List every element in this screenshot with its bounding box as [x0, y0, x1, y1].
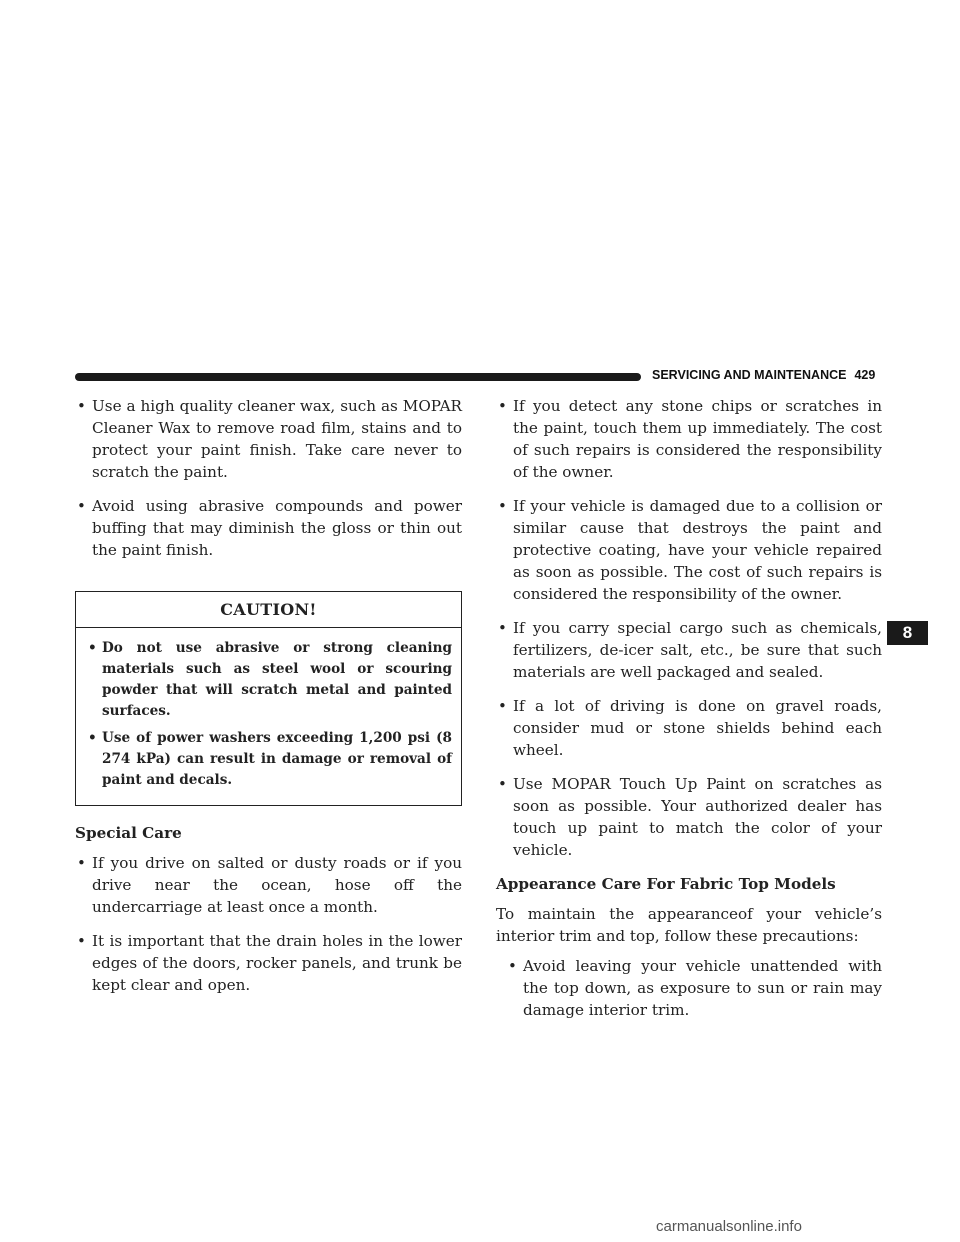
chapter-tab: 8: [887, 621, 928, 645]
section-title: SERVICING AND MAINTENANCE: [652, 368, 847, 382]
caution-item: • Do not use abrasive or strong cleaning materials such as steel wool or scouring powder that will scratch metal and painted surfaces.: [88, 640, 452, 719]
bullet-icon: •: [498, 397, 507, 415]
list-item: • It is important that the drain holes in the lower edges of the doors, rocker panels, and trunk be kept clear and open.: [77, 932, 462, 994]
caution-item: • Use of power washers exceeding 1,200 psi (8 274 kPa) can result in damage or removal of paint and decals.: [88, 730, 452, 788]
bullet-icon: •: [498, 775, 507, 793]
list-item: • Use a high quality cleaner wax, such as MOPAR Cleaner Wax to remove road film, stains and to protect your paint finish. Take care never to scratch the paint.: [77, 397, 462, 481]
list-item: • If your vehicle is damaged due to a collision or similar cause that destroys the paint and protective coating, have your vehicle repaired as soon as possible. The cost of such repairs is considered the responsibility of the owner.: [498, 497, 882, 603]
bullet-icon: •: [77, 932, 86, 950]
list-item: • Use MOPAR Touch Up Paint on scratches as soon as possible. Your authorized dealer has touch up paint to match the color of your vehicle.: [498, 775, 882, 859]
list-item: • Avoid using abrasive compounds and power buffing that may diminish the gloss or thin out the paint finish.: [77, 497, 462, 559]
running-header: [652, 368, 892, 382]
list-item: • If you carry special cargo such as chemicals, fertilizers, de-icer salt, etc., be sure that such materials are well packaged and sealed.: [498, 619, 882, 681]
header-rule: [75, 373, 641, 381]
bullet-icon: •: [498, 697, 507, 715]
caution-list: [76, 628, 461, 799]
fabric-top-intro: To maintain the appearanceof your vehicle’s interior trim and top, follow these precautions:: [496, 905, 882, 945]
bullet-icon: •: [498, 497, 507, 515]
bullet-icon: •: [77, 397, 86, 415]
caution-title: CAUTION!: [76, 592, 461, 628]
bullet-icon: •: [77, 854, 86, 872]
fabric-top-heading: Appearance Care For Fabric Top Models: [496, 875, 836, 893]
bullet-icon: •: [88, 730, 97, 746]
list-item: • If you drive on salted or dusty roads or if you drive near the ocean, hose off the undercarriage at least once a month.: [77, 854, 462, 916]
bullet-icon: •: [498, 619, 507, 637]
list-item: • If a lot of driving is done on gravel roads, consider mud or stone shields behind each wheel.: [498, 697, 882, 759]
watermark-text: carmanualsonline.info: [656, 1218, 802, 1235]
bullet-icon: •: [508, 957, 517, 975]
special-care-heading: Special Care: [75, 824, 182, 842]
caution-box: [75, 591, 462, 806]
left-column: [75, 395, 462, 1008]
page-number: 429: [854, 368, 876, 382]
bullet-icon: •: [77, 497, 86, 515]
right-column: [496, 395, 882, 1033]
bullet-icon: •: [88, 640, 97, 656]
list-item: • If you detect any stone chips or scratches in the paint, touch them up immediately. The cost of such repairs is considered the responsibility of the owner.: [498, 397, 882, 481]
list-item: • Avoid leaving your vehicle unattended with the top down, as exposure to sun or rain may damage interior trim.: [508, 957, 882, 1019]
